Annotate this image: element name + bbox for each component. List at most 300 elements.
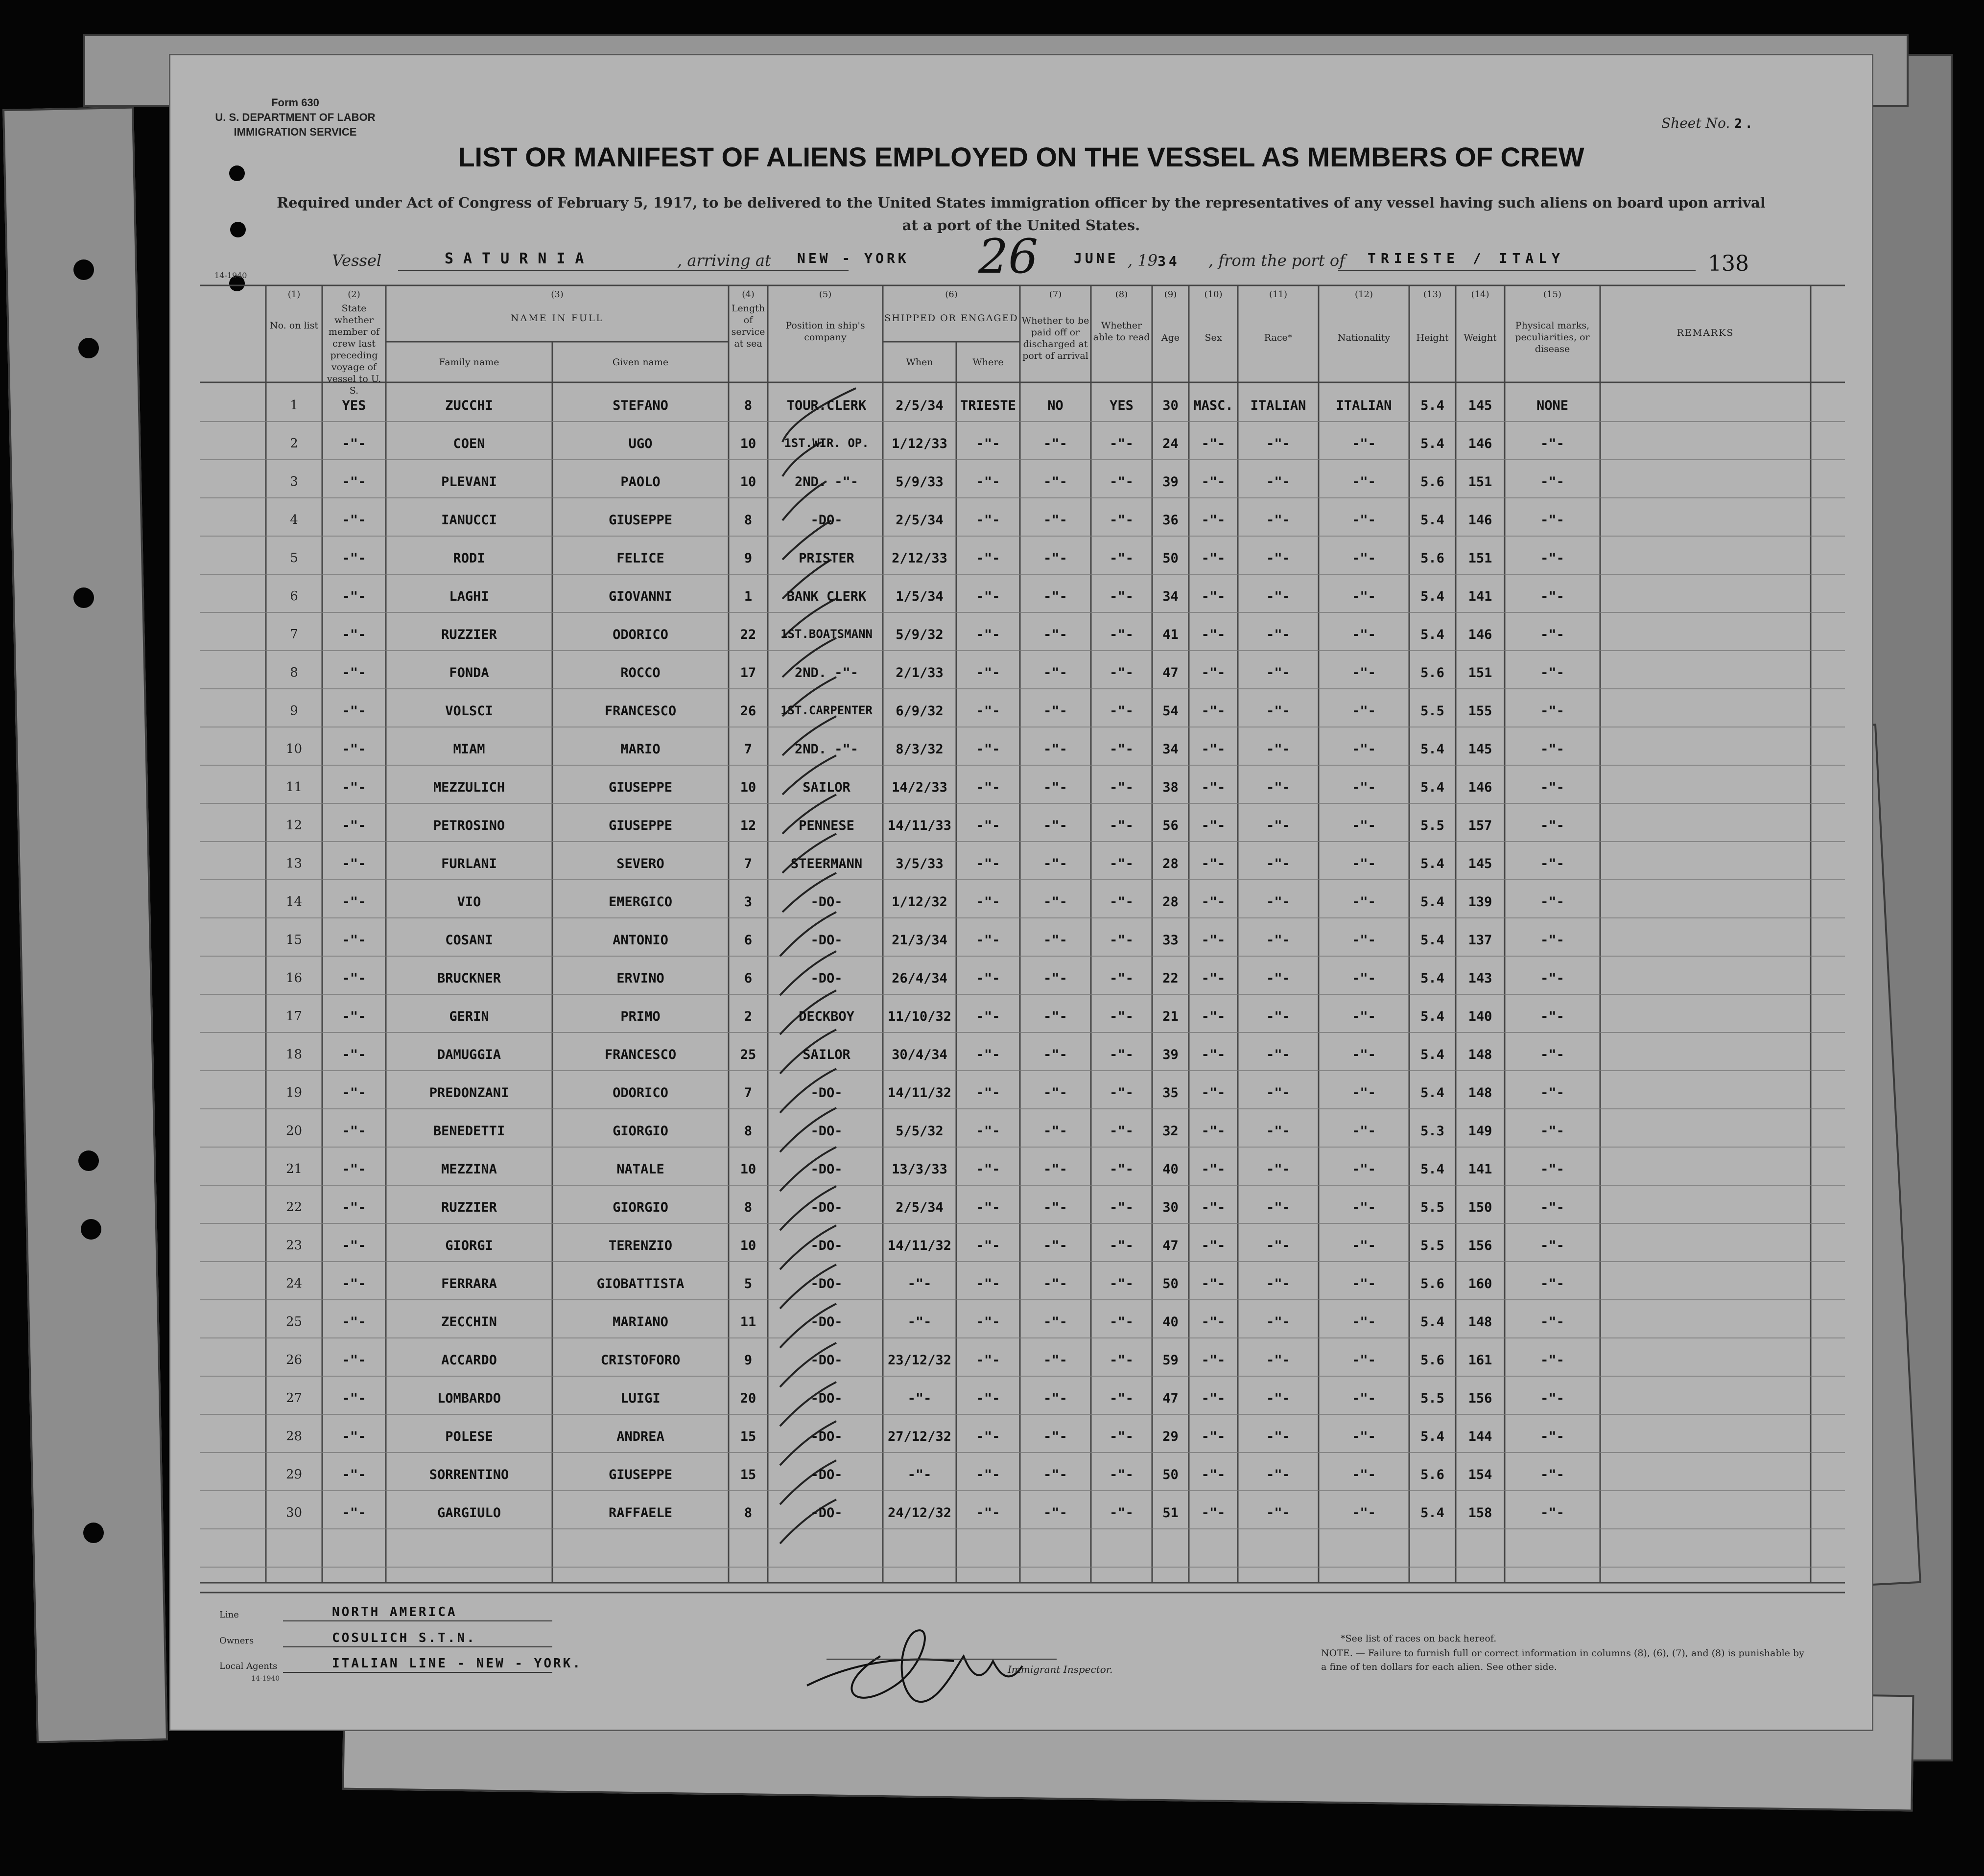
- position-cell: DECKBOY: [799, 1009, 854, 1024]
- year-prefix: , 19: [1128, 251, 1158, 270]
- col-num-13: (13): [1423, 289, 1441, 300]
- given-name-cell: FRANCESCO: [604, 1047, 677, 1062]
- given-name-cell: GIUSEPPE: [608, 513, 673, 528]
- given-name-cell: GIUSEPPE: [608, 1467, 673, 1482]
- given-name-cell: NATALE: [616, 1162, 664, 1177]
- row-number: 28: [285, 1429, 303, 1444]
- header-length-of-service: Length of service at sea: [731, 303, 765, 349]
- paid-off-cell: -"-: [1043, 856, 1067, 871]
- previous-voyage-cell: -"-: [342, 1200, 366, 1215]
- length-of-service-cell: 10: [740, 1238, 756, 1253]
- length-of-service-cell: 11: [740, 1314, 756, 1330]
- row-number: 18: [285, 1047, 303, 1062]
- family-name-cell: BRUCKNER: [437, 971, 501, 986]
- family-name-cell: MEZZULICH: [433, 780, 505, 795]
- binder-hole: [73, 587, 94, 608]
- height-cell: 5.5: [1420, 1238, 1444, 1253]
- race-cell: -"-: [1266, 856, 1290, 871]
- height-cell: 5.4: [1420, 1009, 1444, 1024]
- previous-voyage-cell: -"-: [342, 818, 366, 833]
- race-cell: -"-: [1266, 1238, 1290, 1253]
- header-paid-off: Whether to be paid off or discharged at port of arrival: [1021, 315, 1089, 361]
- age-cell: 47: [1162, 665, 1179, 680]
- able-to-read-cell: -"-: [1110, 1009, 1134, 1024]
- inspector-label: Immigrant Inspector.: [1008, 1664, 1113, 1675]
- length-of-service-cell: 7: [744, 856, 753, 871]
- paid-off-cell: -"-: [1043, 1009, 1067, 1024]
- paid-off-cell: -"-: [1043, 436, 1067, 451]
- where-cell: -"-: [976, 856, 1000, 871]
- able-to-read-cell: -"-: [1110, 856, 1134, 871]
- sex-cell: -"-: [1201, 742, 1226, 757]
- where-cell: -"-: [976, 1124, 1000, 1139]
- when-cell: 5/5/32: [896, 1124, 944, 1139]
- weight-cell: 140: [1468, 1009, 1492, 1024]
- age-cell: 39: [1162, 474, 1179, 490]
- race-cell: -"-: [1266, 742, 1290, 757]
- line-value: NORTH AMERICA: [332, 1605, 457, 1619]
- height-cell: 5.4: [1420, 1047, 1444, 1062]
- able-to-read-cell: -"-: [1110, 1124, 1134, 1139]
- physical-marks-cell: -"-: [1540, 856, 1564, 871]
- when-cell: 11/10/32: [887, 1009, 952, 1024]
- family-name-cell: ACCARDO: [441, 1353, 497, 1368]
- nationality-cell: -"-: [1352, 971, 1376, 986]
- where-cell: -"-: [976, 1047, 1000, 1062]
- when-cell: 14/11/32: [887, 1085, 952, 1101]
- row-number: 5: [290, 551, 298, 565]
- height-cell: 5.4: [1420, 894, 1444, 910]
- header-family-name: Family name: [439, 357, 499, 368]
- physical-marks-cell: -"-: [1540, 551, 1564, 566]
- family-name-cell: COSANI: [445, 933, 493, 948]
- physical-marks-cell: -"-: [1540, 1391, 1564, 1406]
- sex-cell: -"-: [1201, 474, 1226, 490]
- length-of-service-cell: 10: [740, 1162, 756, 1177]
- able-to-read-cell: -"-: [1110, 474, 1134, 490]
- given-name-cell: CRISTOFORO: [600, 1353, 681, 1368]
- race-cell: -"-: [1266, 1085, 1290, 1101]
- where-cell: -"-: [976, 589, 1000, 604]
- family-name-cell: VIO: [457, 894, 481, 910]
- race-note: *See list of races on back hereof.: [1341, 1633, 1497, 1644]
- height-cell: 5.4: [1420, 1085, 1444, 1101]
- page-title: LIST OR MANIFEST OF ALIENS EMPLOYED ON THE VESSEL AS MEMBERS OF CREW: [458, 141, 1584, 172]
- given-name-cell: RAFFAELE: [608, 1505, 673, 1521]
- family-name-cell: PREDONZANI: [429, 1085, 509, 1101]
- header-physical-marks: Physical marks, peculiarities, or disease: [1515, 320, 1590, 354]
- family-name-cell: VOLSCI: [445, 704, 493, 719]
- sex-cell: -"-: [1201, 1124, 1226, 1139]
- nationality-cell: -"-: [1352, 780, 1376, 795]
- given-name-cell: GIOVANNI: [608, 589, 673, 604]
- nationality-cell: -"-: [1352, 1124, 1376, 1139]
- able-to-read-cell: -"-: [1110, 1353, 1134, 1368]
- weight-cell: 145: [1468, 856, 1492, 871]
- sex-cell: -"-: [1201, 1238, 1226, 1253]
- height-cell: 5.4: [1420, 1505, 1444, 1521]
- fine-note: NOTE. — Failure to furnish full or correct information in columns (8), (6), (7), and (8) is punishable by a fine of ten dollars for each alien. See other side.: [1321, 1648, 1804, 1672]
- col-num-4: (4): [742, 289, 755, 300]
- row-number: 14: [285, 894, 303, 909]
- family-name-cell: SORRENTINO: [429, 1467, 509, 1482]
- weight-cell: 146: [1468, 627, 1492, 642]
- col-num-9: (9): [1164, 289, 1177, 300]
- physical-marks-cell: -"-: [1540, 971, 1564, 986]
- able-to-read-cell: -"-: [1110, 1505, 1134, 1521]
- race-cell: -"-: [1266, 1391, 1290, 1406]
- when-cell: 1/5/34: [896, 589, 944, 604]
- sex-cell: MASC.: [1193, 398, 1233, 413]
- position-cell: -DO-: [810, 933, 843, 948]
- sex-cell: -"-: [1201, 627, 1226, 642]
- age-cell: 50: [1162, 1467, 1179, 1482]
- physical-marks-cell: -"-: [1540, 1353, 1564, 1368]
- physical-marks-cell: -"-: [1540, 1200, 1564, 1215]
- header-previous-voyage: State whether member of crew last preceding voyage of vessel to U. S.: [327, 303, 381, 396]
- height-cell: 5.4: [1420, 1314, 1444, 1330]
- nationality-cell: -"-: [1352, 665, 1376, 680]
- arriving-label: , arriving at: [677, 251, 771, 270]
- given-name-cell: TERENZIO: [608, 1238, 673, 1253]
- binder-hole: [83, 1523, 104, 1543]
- where-cell: -"-: [976, 1200, 1000, 1215]
- col-num-6: (6): [945, 289, 958, 300]
- race-cell: -"-: [1266, 971, 1290, 986]
- where-cell: -"-: [976, 1162, 1000, 1177]
- family-name-cell: PETROSINO: [433, 818, 505, 833]
- row-number: 26: [285, 1353, 303, 1367]
- position-cell: 2ND. -"-: [794, 665, 859, 680]
- where-cell: -"-: [976, 1238, 1000, 1253]
- length-of-service-cell: 10: [740, 436, 756, 451]
- page-subtitle: Required under Act of Congress of February 5, 1917, to be delivered to the United States immigration officer by the representatives of any vessel having such aliens on board upon arrival at a port of the United States.: [277, 194, 1766, 234]
- age-cell: 34: [1162, 589, 1179, 604]
- age-cell: 21: [1162, 1009, 1179, 1024]
- sex-cell: -"-: [1201, 1085, 1226, 1101]
- length-of-service-cell: 3: [744, 894, 753, 910]
- row-number: 21: [285, 1162, 303, 1176]
- owners-value: COSULICH S.T.N.: [332, 1631, 476, 1645]
- able-to-read-cell: -"-: [1110, 1276, 1134, 1291]
- weight-cell: 145: [1468, 742, 1492, 757]
- able-to-read-cell: -"-: [1110, 742, 1134, 757]
- nationality-cell: -"-: [1352, 1009, 1376, 1024]
- position-cell: 1ST.CARPENTER: [780, 704, 873, 717]
- weight-cell: 149: [1468, 1124, 1492, 1139]
- race-cell: -"-: [1266, 1429, 1290, 1444]
- length-of-service-cell: 6: [744, 971, 753, 986]
- owners-underline: [283, 1646, 552, 1647]
- race-cell: -"-: [1266, 436, 1290, 451]
- when-cell: 3/5/33: [896, 856, 944, 871]
- inspector-signature: [807, 1630, 1022, 1702]
- when-cell: 2/12/33: [892, 551, 947, 566]
- port-value: TRIESTE / ITALY: [1368, 250, 1565, 266]
- row-number: 30: [285, 1505, 303, 1520]
- able-to-read-cell: -"-: [1110, 1085, 1134, 1101]
- paid-off-cell: NO: [1047, 398, 1063, 413]
- family-name-cell: PLEVANI: [441, 474, 497, 490]
- when-cell: 14/11/32: [887, 1238, 952, 1253]
- able-to-read-cell: -"-: [1110, 1429, 1134, 1444]
- weight-cell: 148: [1468, 1047, 1492, 1062]
- previous-voyage-cell: -"-: [342, 1009, 366, 1024]
- race-cell: -"-: [1266, 1047, 1290, 1062]
- header-when: When: [906, 357, 933, 368]
- previous-voyage-cell: -"-: [342, 1162, 366, 1177]
- family-name-cell: POLESE: [445, 1429, 493, 1444]
- height-cell: 5.5: [1420, 1391, 1444, 1406]
- row-number: 22: [285, 1200, 303, 1215]
- weight-cell: 161: [1468, 1353, 1492, 1368]
- nationality-cell: -"-: [1352, 1429, 1376, 1444]
- header-sex: Sex: [1205, 332, 1222, 343]
- paid-off-cell: -"-: [1043, 1353, 1067, 1368]
- col-num-7: (7): [1049, 289, 1062, 300]
- row-number: 23: [285, 1238, 303, 1253]
- length-of-service-cell: 9: [744, 551, 753, 566]
- family-name-cell: FONDA: [449, 665, 489, 680]
- family-name-cell: LOMBARDO: [437, 1391, 501, 1406]
- header-nationality: Nationality: [1337, 332, 1391, 343]
- sex-cell: -"-: [1201, 551, 1226, 566]
- family-name-cell: LAGHI: [449, 589, 489, 604]
- age-cell: 28: [1162, 894, 1179, 910]
- age-cell: 35: [1162, 1085, 1179, 1101]
- nationality-cell: -"-: [1352, 1314, 1376, 1330]
- family-name-cell: FURLANI: [441, 856, 497, 871]
- weight-cell: 146: [1468, 513, 1492, 528]
- previous-voyage-cell: -"-: [342, 1085, 366, 1101]
- height-cell: 5.6: [1420, 551, 1444, 566]
- race-cell: ITALIAN: [1250, 398, 1306, 413]
- able-to-read-cell: -"-: [1110, 1238, 1134, 1253]
- previous-voyage-cell: -"-: [342, 551, 366, 566]
- race-cell: -"-: [1266, 1200, 1290, 1215]
- row-number: 1: [290, 398, 298, 413]
- previous-voyage-cell: -"-: [342, 627, 366, 642]
- paid-off-cell: -"-: [1043, 1085, 1067, 1101]
- when-cell: 8/3/32: [896, 742, 944, 757]
- weight-cell: 157: [1468, 818, 1492, 833]
- able-to-read-cell: -"-: [1110, 589, 1134, 604]
- physical-marks-cell: -"-: [1540, 1429, 1564, 1444]
- sex-cell: -"-: [1201, 704, 1226, 719]
- physical-marks-cell: -"-: [1540, 1467, 1564, 1482]
- nationality-cell: -"-: [1352, 704, 1376, 719]
- when-cell: 2/1/33: [896, 665, 944, 680]
- weight-cell: 141: [1468, 589, 1492, 604]
- family-name-cell: RUZZIER: [441, 627, 497, 642]
- nationality-cell: -"-: [1352, 589, 1376, 604]
- position-cell: 1ST.WIR. OP.: [784, 436, 869, 450]
- given-name-cell: LUIGI: [620, 1391, 661, 1406]
- when-cell: 14/2/33: [892, 780, 947, 795]
- row-number: 25: [285, 1314, 303, 1329]
- race-cell: -"-: [1266, 818, 1290, 833]
- able-to-read-cell: -"-: [1110, 513, 1134, 528]
- age-cell: 50: [1162, 551, 1179, 566]
- weight-cell: 160: [1468, 1276, 1492, 1291]
- port-label: , from the port of: [1208, 251, 1346, 270]
- position-cell: -DO-: [810, 1391, 843, 1406]
- row-number: 27: [285, 1391, 303, 1406]
- physical-marks-cell: -"-: [1540, 1009, 1564, 1024]
- previous-voyage-cell: -"-: [342, 665, 366, 680]
- paid-off-cell: -"-: [1043, 665, 1067, 680]
- race-cell: -"-: [1266, 1276, 1290, 1291]
- agents-value: ITALIAN LINE - NEW - YORK.: [332, 1656, 582, 1671]
- given-name-cell: FELICE: [616, 551, 664, 566]
- when-cell: -"-: [907, 1467, 932, 1482]
- length-of-service-cell: 6: [744, 933, 753, 948]
- nationality-cell: ITALIAN: [1336, 398, 1392, 413]
- sex-cell: -"-: [1201, 1009, 1226, 1024]
- previous-voyage-cell: -"-: [342, 1429, 366, 1444]
- height-cell: 5.3: [1420, 1124, 1444, 1139]
- nationality-cell: -"-: [1352, 933, 1376, 948]
- age-cell: 41: [1162, 627, 1179, 642]
- when-cell: 14/11/33: [887, 818, 952, 833]
- sex-cell: -"-: [1201, 1276, 1226, 1291]
- given-name-cell: UGO: [628, 436, 653, 451]
- previous-voyage-cell: YES: [342, 398, 366, 413]
- family-name-cell: FERRARA: [441, 1276, 497, 1291]
- sex-cell: -"-: [1201, 818, 1226, 833]
- able-to-read-cell: -"-: [1110, 627, 1134, 642]
- previous-voyage-cell: -"-: [342, 894, 366, 910]
- sex-cell: -"-: [1201, 1162, 1226, 1177]
- nationality-cell: -"-: [1352, 513, 1376, 528]
- previous-voyage-cell: -"-: [342, 1353, 366, 1368]
- height-cell: 5.4: [1420, 933, 1444, 948]
- previous-voyage-cell: -"-: [342, 1047, 366, 1062]
- weight-cell: 137: [1468, 933, 1492, 948]
- length-of-service-cell: 17: [740, 665, 756, 680]
- weight-cell: 155: [1468, 704, 1492, 719]
- row-number: 8: [290, 665, 298, 680]
- row-number: 29: [285, 1467, 303, 1482]
- binder-hole: [78, 338, 99, 358]
- row-number: 6: [290, 589, 298, 604]
- month-value: JUNE: [1074, 250, 1119, 266]
- length-of-service-cell: 20: [740, 1391, 756, 1406]
- where-cell: -"-: [976, 1467, 1000, 1482]
- col-num-10: (10): [1204, 289, 1223, 300]
- given-name-cell: GIORGIO: [613, 1200, 668, 1215]
- physical-marks-cell: -"-: [1540, 933, 1564, 948]
- agents-label: Local Agents: [219, 1661, 278, 1671]
- where-cell: -"-: [976, 704, 1000, 719]
- where-cell: -"-: [976, 474, 1000, 490]
- age-cell: 50: [1162, 1276, 1179, 1291]
- previous-voyage-cell: -"-: [342, 1238, 366, 1253]
- previous-voyage-cell: -"-: [342, 856, 366, 871]
- previous-voyage-cell: -"-: [342, 1505, 366, 1521]
- age-cell: 24: [1162, 436, 1179, 451]
- when-cell: 2/5/34: [896, 1200, 944, 1215]
- sex-cell: -"-: [1201, 1353, 1226, 1368]
- age-cell: 30: [1162, 398, 1179, 413]
- weight-cell: 158: [1468, 1505, 1492, 1521]
- family-name-cell: GARGIULO: [437, 1505, 501, 1521]
- position-cell: -DO-: [810, 1353, 843, 1368]
- weight-cell: 145: [1468, 398, 1492, 413]
- previous-voyage-cell: -"-: [342, 1391, 366, 1406]
- nationality-cell: -"-: [1352, 474, 1376, 490]
- height-cell: 5.4: [1420, 780, 1444, 795]
- length-of-service-cell: 12: [740, 818, 756, 833]
- height-cell: 5.4: [1420, 971, 1444, 986]
- position-cell: STEERMANN: [790, 856, 863, 871]
- header-name-in-full: NAME IN FULL: [510, 313, 604, 324]
- nationality-cell: -"-: [1352, 1085, 1376, 1101]
- position-cell: 2ND. -"-: [794, 474, 859, 490]
- position-cell: TOUR.CLERK: [786, 398, 867, 413]
- race-cell: -"-: [1266, 704, 1290, 719]
- sex-cell: -"-: [1201, 780, 1226, 795]
- family-name-cell: GIORGI: [445, 1238, 493, 1253]
- previous-voyage-cell: -"-: [342, 742, 366, 757]
- height-cell: 5.4: [1420, 513, 1444, 528]
- able-to-read-cell: -"-: [1110, 665, 1134, 680]
- row-number: 15: [285, 933, 303, 947]
- weight-cell: 148: [1468, 1085, 1492, 1101]
- physical-marks-cell: NONE: [1536, 398, 1569, 413]
- position-cell: -DO-: [810, 971, 843, 986]
- paid-off-cell: -"-: [1043, 1391, 1067, 1406]
- race-cell: -"-: [1266, 627, 1290, 642]
- row-number: 20: [285, 1124, 303, 1138]
- row-number: 4: [290, 513, 298, 527]
- weight-cell: 154: [1468, 1467, 1492, 1482]
- paid-off-cell: -"-: [1043, 551, 1067, 566]
- col-num-8: (8): [1115, 289, 1128, 300]
- paid-off-cell: -"-: [1043, 513, 1067, 528]
- where-cell: -"-: [976, 1009, 1000, 1024]
- age-cell: 29: [1162, 1429, 1179, 1444]
- position-cell: 2ND. -"-: [794, 742, 859, 757]
- length-of-service-cell: 5: [744, 1276, 753, 1291]
- length-of-service-cell: 26: [740, 704, 756, 719]
- when-cell: 1/12/32: [892, 894, 947, 910]
- given-name-cell: ODORICO: [613, 1085, 668, 1101]
- given-name-cell: STEFANO: [613, 398, 668, 413]
- where-cell: -"-: [976, 1391, 1000, 1406]
- row-number: 7: [290, 627, 298, 642]
- when-cell: 2/5/34: [896, 513, 944, 528]
- position-cell: 1ST.BOATSMANN: [780, 627, 873, 641]
- physical-marks-cell: -"-: [1540, 1085, 1564, 1101]
- physical-marks-cell: -"-: [1540, 474, 1564, 490]
- able-to-read-cell: YES: [1110, 398, 1134, 413]
- paid-off-cell: -"-: [1043, 627, 1067, 642]
- paid-off-cell: -"-: [1043, 1276, 1067, 1291]
- binder-hole: [73, 259, 94, 280]
- given-name-cell: ERVINO: [616, 971, 664, 986]
- when-cell: 5/9/32: [896, 627, 944, 642]
- race-cell: -"-: [1266, 894, 1290, 910]
- paid-off-cell: -"-: [1043, 1429, 1067, 1444]
- able-to-read-cell: -"-: [1110, 1200, 1134, 1215]
- arriving-value: NEW - YORK: [797, 250, 909, 266]
- paid-off-cell: -"-: [1043, 971, 1067, 986]
- length-of-service-cell: 8: [744, 398, 753, 413]
- given-name-cell: GIUSEPPE: [608, 780, 673, 795]
- given-name-cell: GIUSEPPE: [608, 818, 673, 833]
- physical-marks-cell: -"-: [1540, 513, 1564, 528]
